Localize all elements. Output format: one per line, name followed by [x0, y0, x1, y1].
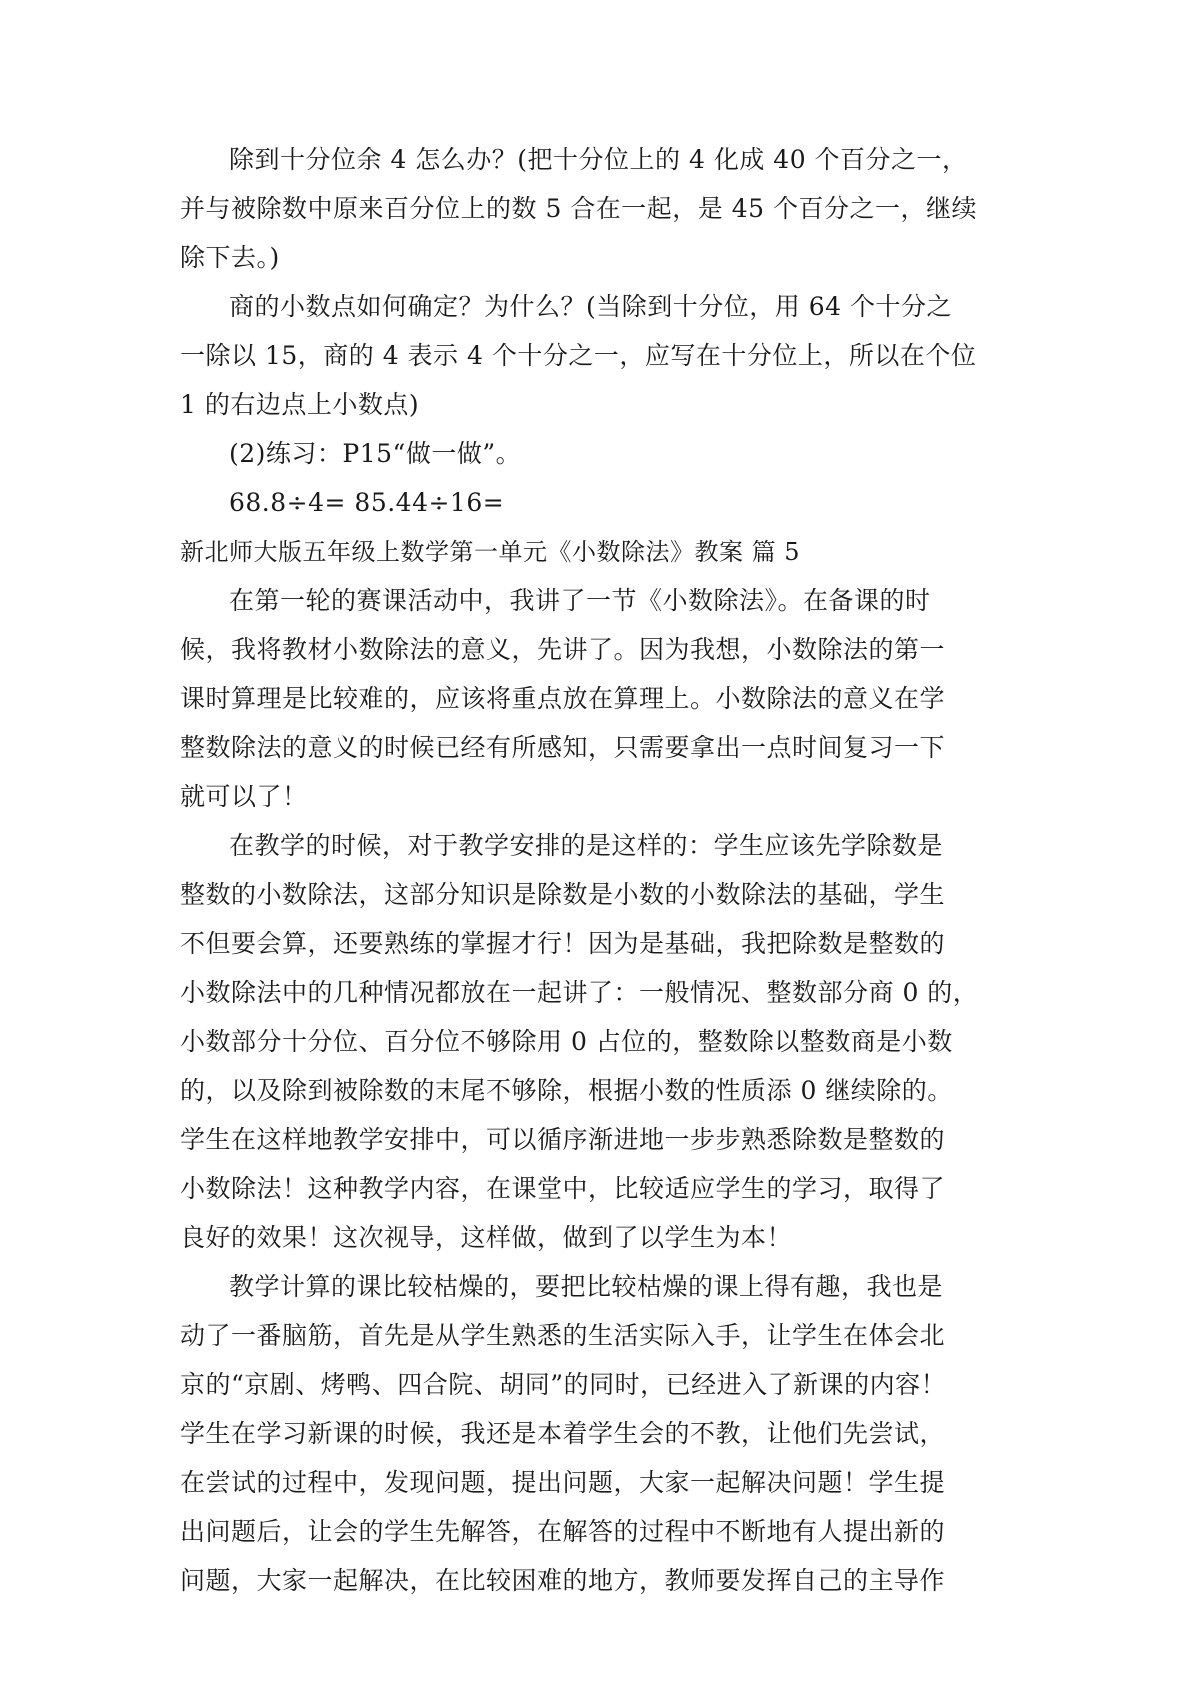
paragraph-line: 商的小数点如何确定？为什么？(当除到十分位，用 64 个十分之 [229, 292, 952, 321]
paragraph-line: 在尝试的过程中，发现问题，提出问题，大家一起解决问题！学生提 [180, 1468, 946, 1497]
paragraph-line: 整数除法的意义的时候已经有所感知，只需要拿出一点时间复习一下 [180, 733, 946, 762]
paragraph-line: 在教学的时候，对于教学安排的是这样的：学生应该先学除数是 [229, 831, 944, 860]
paragraph-line: 不但要会算，还要熟练的掌握才行！因为是基础，我把除数是整数的 [180, 929, 946, 958]
paragraph-line: 除到十分位余 4 怎么办？(把十分位上的 4 化成 40 个百分之一， [229, 145, 968, 174]
section-heading: 新北师大版五年级上数学第一单元《小数除法》教案 篇 5 [180, 538, 801, 566]
paragraph-line: 小数除法中的几种情况都放在一起讲了：一般情况、整数部分商 0 的， [180, 978, 979, 1007]
paragraph-line: 学生在这样地教学安排中，可以循序渐进地一步步熟悉除数是整数的 [180, 1125, 946, 1154]
paragraph-line: 学生在学习新课的时候，我还是本着学生会的不教，让他们先尝试， [180, 1419, 946, 1448]
paragraph-line: 并与被除数中原来百分位上的数 5 合在一起，是 45 个百分之一，继续 [180, 194, 978, 223]
paragraph-line: 1 的右边点上小数点) [180, 390, 420, 419]
paragraph-line: 候，我将教材小数除法的意义，先讲了。因为我想，小数除法的第一 [180, 635, 946, 664]
paragraph-line: 就可以了！ [180, 782, 308, 811]
paragraph-line: 的，以及除到被除数的末尾不够除，根据小数的性质添 0 继续除的。 [180, 1076, 953, 1105]
paragraph-line: 动了一番脑筋，首先是从学生熟悉的生活实际入手，让学生在体会北 [180, 1321, 946, 1350]
paragraph-line: 课时算理是比较难的，应该将重点放在算理上。小数除法的意义在学 [180, 684, 946, 713]
paragraph-line: 京的“京剧、烤鸭、四合院、胡同”的同时，已经进入了新课的内容！ [180, 1370, 947, 1399]
paragraph-line: 除下去。) [180, 243, 280, 272]
paragraph-line: 一除以 15，商的 4 表示 4 个十分之一，应写在十分位上，所以在个位 [180, 341, 977, 370]
paragraph-line: 在第一轮的赛课活动中，我讲了一节《小数除法》。在备课的时 [229, 586, 931, 615]
paragraph-line: 良好的效果！这次视导，这样做，做到了以学生为本！ [180, 1223, 793, 1252]
paragraph-line: 小数部分十分位、百分位不够除用 0 占位的，整数除以整数商是小数 [180, 1027, 953, 1056]
paragraph-line: (2)练习：P15“做一做”。 [229, 439, 522, 468]
paragraph-line: 整数的小数除法，这部分知识是除数是小数的小数除法的基础，学生 [180, 880, 946, 909]
paragraph-line: 教学计算的课比较枯燥的，要把比较枯燥的课上得有趣，我也是 [229, 1272, 944, 1301]
paragraph-line: 68.8÷4= 85.44÷16= [229, 488, 505, 517]
paragraph-line: 出问题后，让会的学生先解答，在解答的过程中不断地有人提出新的 [180, 1517, 946, 1546]
paragraph-line: 小数除法！这种教学内容，在课堂中，比较适应学生的学习，取得了 [180, 1174, 946, 1203]
paragraph-line: 问题，大家一起解决，在比较困难的地方，教师要发挥自己的主导作 [180, 1566, 946, 1595]
